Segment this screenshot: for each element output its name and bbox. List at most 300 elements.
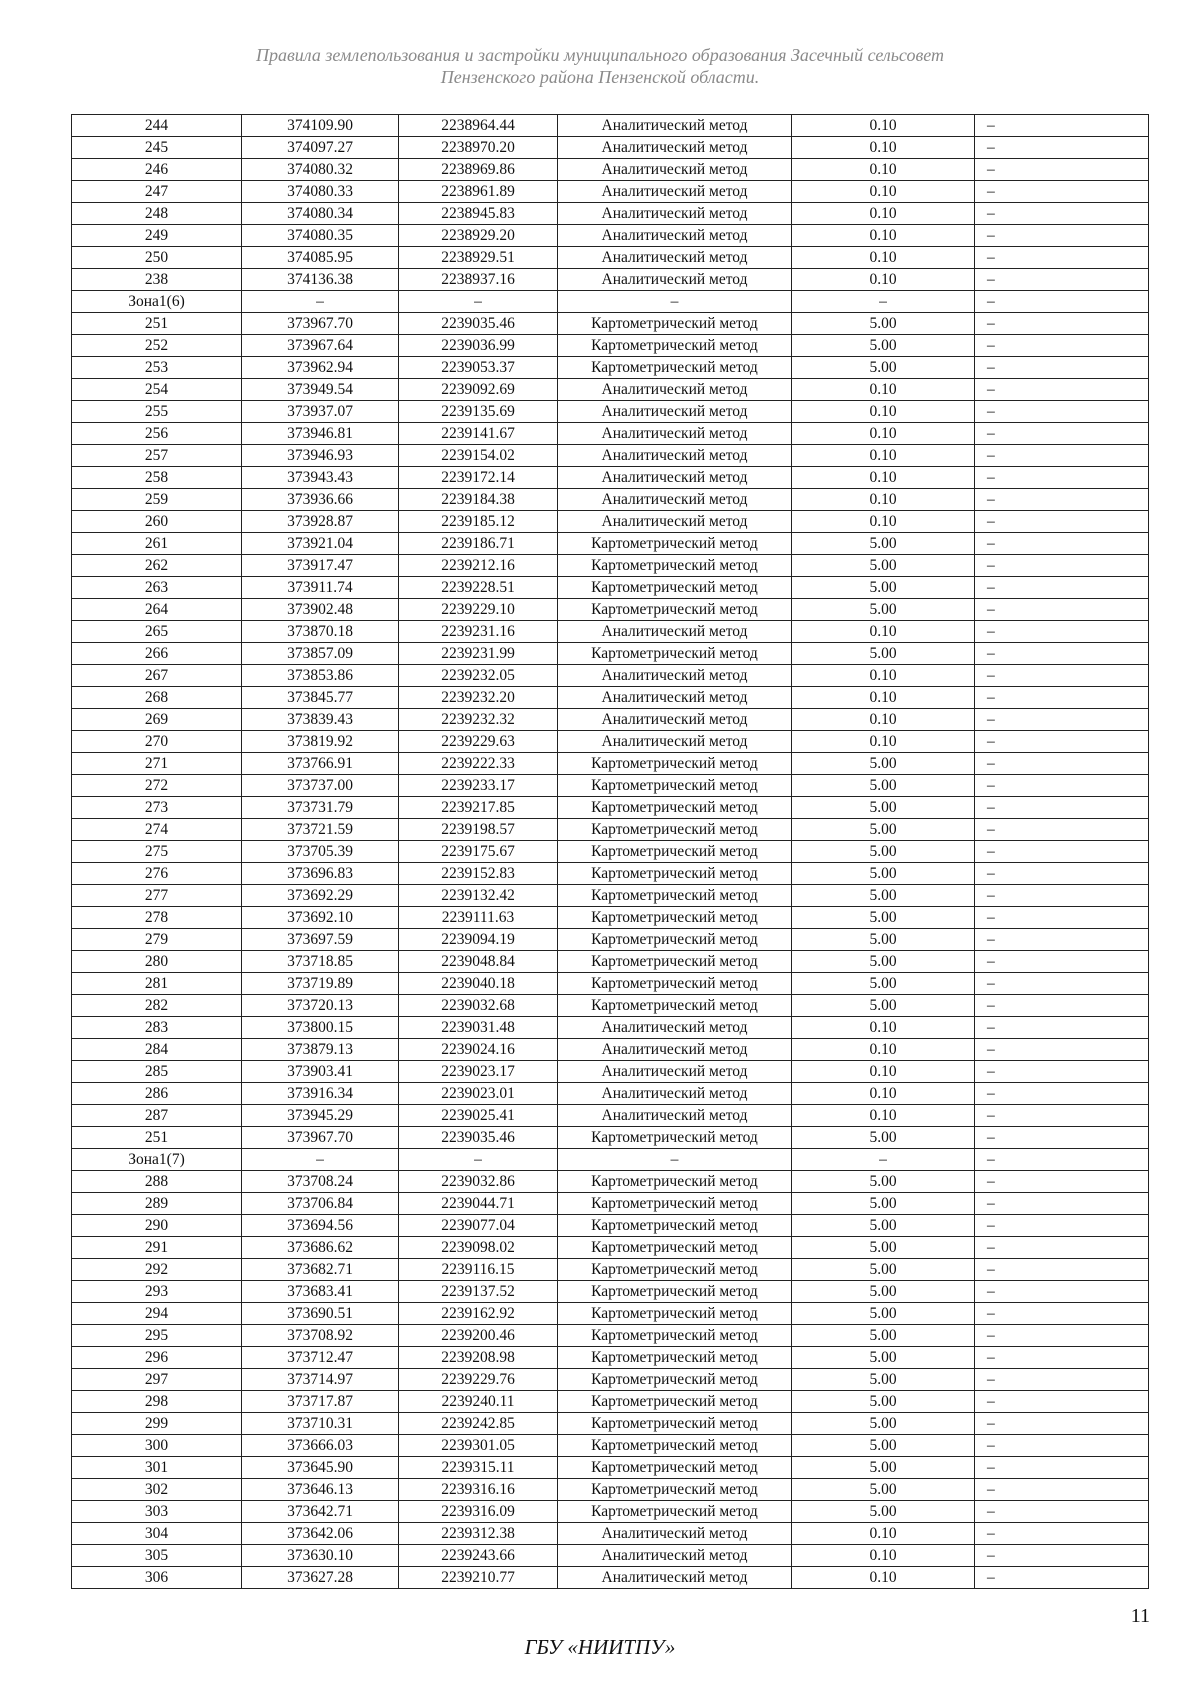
- x-coordinate-cell: 373708.24: [242, 1171, 399, 1193]
- accuracy-cell: 5.00: [792, 841, 975, 863]
- method-cell: Картометрический метод: [558, 775, 792, 797]
- table-row: [72, 951, 1149, 973]
- method-cell: Аналитический метод: [558, 665, 792, 687]
- x-coordinate-cell: 374080.35: [242, 225, 399, 247]
- x-coordinate-cell: 373717.87: [242, 1391, 399, 1413]
- accuracy-cell: 5.00: [792, 907, 975, 929]
- table-row: [72, 423, 1149, 445]
- table-row: [72, 731, 1149, 753]
- y-coordinate-cell: 2239233.17: [399, 775, 558, 797]
- point-number-cell: 277: [72, 885, 242, 907]
- x-coordinate-cell: 373737.00: [242, 775, 399, 797]
- x-coordinate-cell: 373697.59: [242, 929, 399, 951]
- note-cell: –: [975, 555, 1149, 577]
- x-coordinate-cell: 373962.94: [242, 357, 399, 379]
- point-number-cell: 250: [72, 247, 242, 269]
- method-cell: Аналитический метод: [558, 203, 792, 225]
- table-row: [72, 775, 1149, 797]
- point-number-cell: 262: [72, 555, 242, 577]
- note-cell: –: [975, 489, 1149, 511]
- y-coordinate-cell: 2239025.41: [399, 1105, 558, 1127]
- method-cell: Картометрический метод: [558, 1281, 792, 1303]
- point-number-cell: 295: [72, 1325, 242, 1347]
- table-row: [72, 291, 1149, 313]
- note-cell: –: [975, 1039, 1149, 1061]
- method-cell: Картометрический метод: [558, 1171, 792, 1193]
- x-coordinate-cell: 373936.66: [242, 489, 399, 511]
- x-coordinate-cell: 374136.38: [242, 269, 399, 291]
- accuracy-cell: 0.10: [792, 269, 975, 291]
- table-row: [72, 599, 1149, 621]
- method-cell: Картометрический метод: [558, 313, 792, 335]
- note-cell: –: [975, 1127, 1149, 1149]
- table-row: [72, 137, 1149, 159]
- y-coordinate-cell: 2238929.20: [399, 225, 558, 247]
- note-cell: –: [975, 863, 1149, 885]
- point-number-cell: 249: [72, 225, 242, 247]
- x-coordinate-cell: 373666.03: [242, 1435, 399, 1457]
- x-coordinate-cell: 373686.62: [242, 1237, 399, 1259]
- method-cell: Картометрический метод: [558, 1369, 792, 1391]
- table-row: [72, 379, 1149, 401]
- x-coordinate-cell: 373720.13: [242, 995, 399, 1017]
- x-coordinate-cell: 373710.31: [242, 1413, 399, 1435]
- accuracy-cell: 5.00: [792, 599, 975, 621]
- x-coordinate-cell: 373967.70: [242, 313, 399, 335]
- accuracy-cell: 5.00: [792, 1281, 975, 1303]
- table-row: [72, 1281, 1149, 1303]
- x-coordinate-cell: 373911.74: [242, 577, 399, 599]
- y-coordinate-cell: 2239154.02: [399, 445, 558, 467]
- note-cell: –: [975, 1413, 1149, 1435]
- y-coordinate-cell: 2239116.15: [399, 1259, 558, 1281]
- y-coordinate-cell: 2239137.52: [399, 1281, 558, 1303]
- x-coordinate-cell: 374085.95: [242, 247, 399, 269]
- method-cell: Картометрический метод: [558, 995, 792, 1017]
- table-row: [72, 1039, 1149, 1061]
- note-cell: –: [975, 1479, 1149, 1501]
- table-row: [72, 1545, 1149, 1567]
- x-coordinate-cell: 373714.97: [242, 1369, 399, 1391]
- point-number-cell: 288: [72, 1171, 242, 1193]
- note-cell: –: [975, 357, 1149, 379]
- note-cell: –: [975, 1435, 1149, 1457]
- x-coordinate-cell: 373682.71: [242, 1259, 399, 1281]
- method-cell: Аналитический метод: [558, 1523, 792, 1545]
- y-coordinate-cell: 2239217.85: [399, 797, 558, 819]
- note-cell: –: [975, 797, 1149, 819]
- method-cell: Картометрический метод: [558, 599, 792, 621]
- point-number-cell: 291: [72, 1237, 242, 1259]
- y-coordinate-cell: 2239111.63: [399, 907, 558, 929]
- accuracy-cell: 5.00: [792, 973, 975, 995]
- y-coordinate-cell: 2239312.38: [399, 1523, 558, 1545]
- table-row: [72, 907, 1149, 929]
- method-cell: Картометрический метод: [558, 1325, 792, 1347]
- table-row: [72, 643, 1149, 665]
- accuracy-cell: 5.00: [792, 1325, 975, 1347]
- accuracy-cell: 5.00: [792, 1215, 975, 1237]
- y-coordinate-cell: 2239048.84: [399, 951, 558, 973]
- point-number-cell: 253: [72, 357, 242, 379]
- accuracy-cell: –: [792, 291, 975, 313]
- x-coordinate-cell: 373937.07: [242, 401, 399, 423]
- note-cell: –: [975, 1303, 1149, 1325]
- point-number-cell: 248: [72, 203, 242, 225]
- point-number-cell: 247: [72, 181, 242, 203]
- table-row: [72, 1171, 1149, 1193]
- method-cell: Картометрический метод: [558, 1215, 792, 1237]
- x-coordinate-cell: 373819.92: [242, 731, 399, 753]
- x-coordinate-cell: 373708.92: [242, 1325, 399, 1347]
- table-row: [72, 555, 1149, 577]
- point-number-cell: 289: [72, 1193, 242, 1215]
- method-cell: Картометрический метод: [558, 885, 792, 907]
- method-cell: Аналитический метод: [558, 489, 792, 511]
- method-cell: Картометрический метод: [558, 1391, 792, 1413]
- note-cell: –: [975, 445, 1149, 467]
- y-coordinate-cell: 2239229.76: [399, 1369, 558, 1391]
- point-number-cell: 290: [72, 1215, 242, 1237]
- method-cell: Картометрический метод: [558, 1479, 792, 1501]
- method-cell: Картометрический метод: [558, 357, 792, 379]
- method-cell: Картометрический метод: [558, 951, 792, 973]
- point-number-cell: 282: [72, 995, 242, 1017]
- y-coordinate-cell: 2239162.92: [399, 1303, 558, 1325]
- point-number-cell: 251: [72, 313, 242, 335]
- table-row: [72, 313, 1149, 335]
- point-number-cell: 279: [72, 929, 242, 951]
- y-coordinate-cell: 2239316.09: [399, 1501, 558, 1523]
- table-row: [72, 1567, 1149, 1589]
- accuracy-cell: 0.10: [792, 423, 975, 445]
- x-coordinate-cell: 374097.27: [242, 137, 399, 159]
- method-cell: Аналитический метод: [558, 423, 792, 445]
- method-cell: –: [558, 1149, 792, 1171]
- method-cell: Аналитический метод: [558, 247, 792, 269]
- y-coordinate-cell: 2239035.46: [399, 313, 558, 335]
- y-coordinate-cell: 2239208.98: [399, 1347, 558, 1369]
- point-number-cell: 300: [72, 1435, 242, 1457]
- method-cell: Картометрический метод: [558, 841, 792, 863]
- note-cell: –: [975, 819, 1149, 841]
- footer-organization: ГБУ «НИИТПУ»: [524, 1635, 676, 1659]
- note-cell: –: [975, 907, 1149, 929]
- table-row: [72, 489, 1149, 511]
- y-coordinate-cell: –: [399, 1149, 558, 1171]
- point-number-cell: 287: [72, 1105, 242, 1127]
- table-row: [72, 687, 1149, 709]
- x-coordinate-cell: 374080.32: [242, 159, 399, 181]
- method-cell: Аналитический метод: [558, 1105, 792, 1127]
- accuracy-cell: 5.00: [792, 533, 975, 555]
- note-cell: –: [975, 291, 1149, 313]
- y-coordinate-cell: 2239315.11: [399, 1457, 558, 1479]
- accuracy-cell: 5.00: [792, 643, 975, 665]
- point-number-cell: 266: [72, 643, 242, 665]
- method-cell: Аналитический метод: [558, 1545, 792, 1567]
- y-coordinate-cell: 2239229.10: [399, 599, 558, 621]
- point-number-cell: 257: [72, 445, 242, 467]
- accuracy-cell: 0.10: [792, 115, 975, 137]
- point-number-cell: 269: [72, 709, 242, 731]
- table-row: [72, 797, 1149, 819]
- method-cell: Картометрический метод: [558, 973, 792, 995]
- note-cell: –: [975, 1193, 1149, 1215]
- method-cell: –: [558, 291, 792, 313]
- point-number-cell: 268: [72, 687, 242, 709]
- method-cell: Аналитический метод: [558, 687, 792, 709]
- accuracy-cell: 5.00: [792, 1435, 975, 1457]
- note-cell: –: [975, 335, 1149, 357]
- y-coordinate-cell: 2238945.83: [399, 203, 558, 225]
- accuracy-cell: 5.00: [792, 357, 975, 379]
- method-cell: Аналитический метод: [558, 225, 792, 247]
- accuracy-cell: 5.00: [792, 819, 975, 841]
- accuracy-cell: 0.10: [792, 621, 975, 643]
- table-row: [72, 401, 1149, 423]
- y-coordinate-cell: 2239036.99: [399, 335, 558, 357]
- accuracy-cell: 5.00: [792, 1413, 975, 1435]
- table-row: [72, 863, 1149, 885]
- accuracy-cell: 0.10: [792, 489, 975, 511]
- table-row: [72, 1017, 1149, 1039]
- y-coordinate-cell: 2239242.85: [399, 1413, 558, 1435]
- point-number-cell: 275: [72, 841, 242, 863]
- y-coordinate-cell: 2239031.48: [399, 1017, 558, 1039]
- x-coordinate-cell: 373642.06: [242, 1523, 399, 1545]
- table-row: [72, 1083, 1149, 1105]
- method-cell: Картометрический метод: [558, 753, 792, 775]
- accuracy-cell: 5.00: [792, 885, 975, 907]
- table-row: [72, 1193, 1149, 1215]
- point-number-cell: 265: [72, 621, 242, 643]
- accuracy-cell: 0.10: [792, 1523, 975, 1545]
- accuracy-cell: 5.00: [792, 1171, 975, 1193]
- y-coordinate-cell: 2239135.69: [399, 401, 558, 423]
- x-coordinate-cell: 373696.83: [242, 863, 399, 885]
- point-number-cell: 304: [72, 1523, 242, 1545]
- point-number-cell: 270: [72, 731, 242, 753]
- point-number-cell: 301: [72, 1457, 242, 1479]
- method-cell: Картометрический метод: [558, 1435, 792, 1457]
- table-row: [72, 1127, 1149, 1149]
- x-coordinate-cell: 373903.41: [242, 1061, 399, 1083]
- note-cell: –: [975, 181, 1149, 203]
- point-number-cell: 238: [72, 269, 242, 291]
- method-cell: Картометрический метод: [558, 555, 792, 577]
- point-number-cell: 292: [72, 1259, 242, 1281]
- y-coordinate-cell: 2239240.11: [399, 1391, 558, 1413]
- method-cell: Картометрический метод: [558, 533, 792, 555]
- accuracy-cell: 0.10: [792, 203, 975, 225]
- point-number-cell: 296: [72, 1347, 242, 1369]
- table-row: [72, 1413, 1149, 1435]
- x-coordinate-cell: 373916.34: [242, 1083, 399, 1105]
- accuracy-cell: 0.10: [792, 665, 975, 687]
- method-cell: Аналитический метод: [558, 115, 792, 137]
- point-number-cell: Зона1(6): [72, 291, 242, 313]
- note-cell: –: [975, 1391, 1149, 1413]
- x-coordinate-cell: 373692.29: [242, 885, 399, 907]
- table-row: [72, 995, 1149, 1017]
- x-coordinate-cell: 373949.54: [242, 379, 399, 401]
- accuracy-cell: 5.00: [792, 1259, 975, 1281]
- accuracy-cell: 0.10: [792, 1545, 975, 1567]
- point-number-cell: 280: [72, 951, 242, 973]
- point-number-cell: 264: [72, 599, 242, 621]
- point-number-cell: 259: [72, 489, 242, 511]
- table-row: [72, 1061, 1149, 1083]
- method-cell: Аналитический метод: [558, 1039, 792, 1061]
- y-coordinate-cell: 2239231.99: [399, 643, 558, 665]
- point-number-cell: 272: [72, 775, 242, 797]
- point-number-cell: 254: [72, 379, 242, 401]
- x-coordinate-cell: 374080.34: [242, 203, 399, 225]
- accuracy-cell: 0.10: [792, 1083, 975, 1105]
- x-coordinate-cell: 373718.85: [242, 951, 399, 973]
- note-cell: –: [975, 709, 1149, 731]
- table-row: [72, 885, 1149, 907]
- x-coordinate-cell: 373731.79: [242, 797, 399, 819]
- x-coordinate-cell: 373642.71: [242, 1501, 399, 1523]
- y-coordinate-cell: 2239198.57: [399, 819, 558, 841]
- note-cell: –: [975, 1259, 1149, 1281]
- note-cell: –: [975, 929, 1149, 951]
- note-cell: –: [975, 511, 1149, 533]
- y-coordinate-cell: 2239035.46: [399, 1127, 558, 1149]
- x-coordinate-cell: 373627.28: [242, 1567, 399, 1589]
- x-coordinate-cell: 373839.43: [242, 709, 399, 731]
- y-coordinate-cell: 2239053.37: [399, 357, 558, 379]
- point-number-cell: 306: [72, 1567, 242, 1589]
- method-cell: Аналитический метод: [558, 137, 792, 159]
- method-cell: Аналитический метод: [558, 269, 792, 291]
- y-coordinate-cell: 2239232.05: [399, 665, 558, 687]
- running-header-line-1: Правила землепользования и застройки муниципального образования Засечный сельсовет: [255, 45, 945, 65]
- method-cell: Картометрический метод: [558, 863, 792, 885]
- y-coordinate-cell: 2239229.63: [399, 731, 558, 753]
- point-number-cell: 283: [72, 1017, 242, 1039]
- note-cell: –: [975, 731, 1149, 753]
- y-coordinate-cell: 2239032.68: [399, 995, 558, 1017]
- accuracy-cell: 5.00: [792, 1457, 975, 1479]
- x-coordinate-cell: 373917.47: [242, 555, 399, 577]
- note-cell: –: [975, 841, 1149, 863]
- note-cell: –: [975, 1281, 1149, 1303]
- y-coordinate-cell: 2238970.20: [399, 137, 558, 159]
- method-cell: Картометрический метод: [558, 643, 792, 665]
- y-coordinate-cell: 2239175.67: [399, 841, 558, 863]
- y-coordinate-cell: 2239092.69: [399, 379, 558, 401]
- table-row: [72, 533, 1149, 555]
- x-coordinate-cell: 373705.39: [242, 841, 399, 863]
- page-number: 11: [1130, 1605, 1150, 1627]
- note-cell: –: [975, 1347, 1149, 1369]
- x-coordinate-cell: 373946.93: [242, 445, 399, 467]
- y-coordinate-cell: 2239228.51: [399, 577, 558, 599]
- x-coordinate-cell: 373706.84: [242, 1193, 399, 1215]
- y-coordinate-cell: 2238969.86: [399, 159, 558, 181]
- coordinates-table-body: [72, 115, 1149, 1589]
- table-row: [72, 1259, 1149, 1281]
- table-row: [72, 819, 1149, 841]
- table-row: [72, 467, 1149, 489]
- table-row: [72, 1435, 1149, 1457]
- note-cell: –: [975, 1105, 1149, 1127]
- accuracy-cell: 5.00: [792, 1391, 975, 1413]
- x-coordinate-cell: –: [242, 291, 399, 313]
- note-cell: –: [975, 577, 1149, 599]
- x-coordinate-cell: 373645.90: [242, 1457, 399, 1479]
- note-cell: –: [975, 533, 1149, 555]
- x-coordinate-cell: 373719.89: [242, 973, 399, 995]
- x-coordinate-cell: 373946.81: [242, 423, 399, 445]
- accuracy-cell: 5.00: [792, 1193, 975, 1215]
- y-coordinate-cell: 2239200.46: [399, 1325, 558, 1347]
- note-cell: –: [975, 643, 1149, 665]
- y-coordinate-cell: 2239032.86: [399, 1171, 558, 1193]
- point-number-cell: 271: [72, 753, 242, 775]
- point-number-cell: 252: [72, 335, 242, 357]
- accuracy-cell: 0.10: [792, 159, 975, 181]
- note-cell: –: [975, 115, 1149, 137]
- y-coordinate-cell: 2239044.71: [399, 1193, 558, 1215]
- point-number-cell: 284: [72, 1039, 242, 1061]
- y-coordinate-cell: 2239024.16: [399, 1039, 558, 1061]
- x-coordinate-cell: 373646.13: [242, 1479, 399, 1501]
- note-cell: –: [975, 665, 1149, 687]
- accuracy-cell: 0.10: [792, 1061, 975, 1083]
- point-number-cell: 294: [72, 1303, 242, 1325]
- accuracy-cell: 5.00: [792, 1237, 975, 1259]
- table-row: [72, 1501, 1149, 1523]
- note-cell: –: [975, 467, 1149, 489]
- method-cell: Аналитический метод: [558, 159, 792, 181]
- accuracy-cell: 0.10: [792, 1039, 975, 1061]
- x-coordinate-cell: 373694.56: [242, 1215, 399, 1237]
- table-row: [72, 1149, 1149, 1171]
- x-coordinate-cell: 373902.48: [242, 599, 399, 621]
- table-row: [72, 357, 1149, 379]
- method-cell: Аналитический метод: [558, 1567, 792, 1589]
- accuracy-cell: 0.10: [792, 731, 975, 753]
- accuracy-cell: 0.10: [792, 687, 975, 709]
- method-cell: Аналитический метод: [558, 1017, 792, 1039]
- point-number-cell: 261: [72, 533, 242, 555]
- point-number-cell: 281: [72, 973, 242, 995]
- x-coordinate-cell: 373879.13: [242, 1039, 399, 1061]
- point-number-cell: 302: [72, 1479, 242, 1501]
- note-cell: –: [975, 1061, 1149, 1083]
- note-cell: –: [975, 159, 1149, 181]
- y-coordinate-cell: 2239301.05: [399, 1435, 558, 1457]
- note-cell: –: [975, 885, 1149, 907]
- point-number-cell: 273: [72, 797, 242, 819]
- table-row: [72, 1303, 1149, 1325]
- y-coordinate-cell: 2238937.16: [399, 269, 558, 291]
- accuracy-cell: 0.10: [792, 709, 975, 731]
- running-header-line-2: Пензенского района Пензенской области.: [440, 67, 760, 87]
- method-cell: Картометрический метод: [558, 797, 792, 819]
- point-number-cell: 305: [72, 1545, 242, 1567]
- note-cell: –: [975, 1501, 1149, 1523]
- x-coordinate-cell: –: [242, 1149, 399, 1171]
- accuracy-cell: 5.00: [792, 753, 975, 775]
- accuracy-cell: –: [792, 1149, 975, 1171]
- table-row: [72, 973, 1149, 995]
- note-cell: –: [975, 973, 1149, 995]
